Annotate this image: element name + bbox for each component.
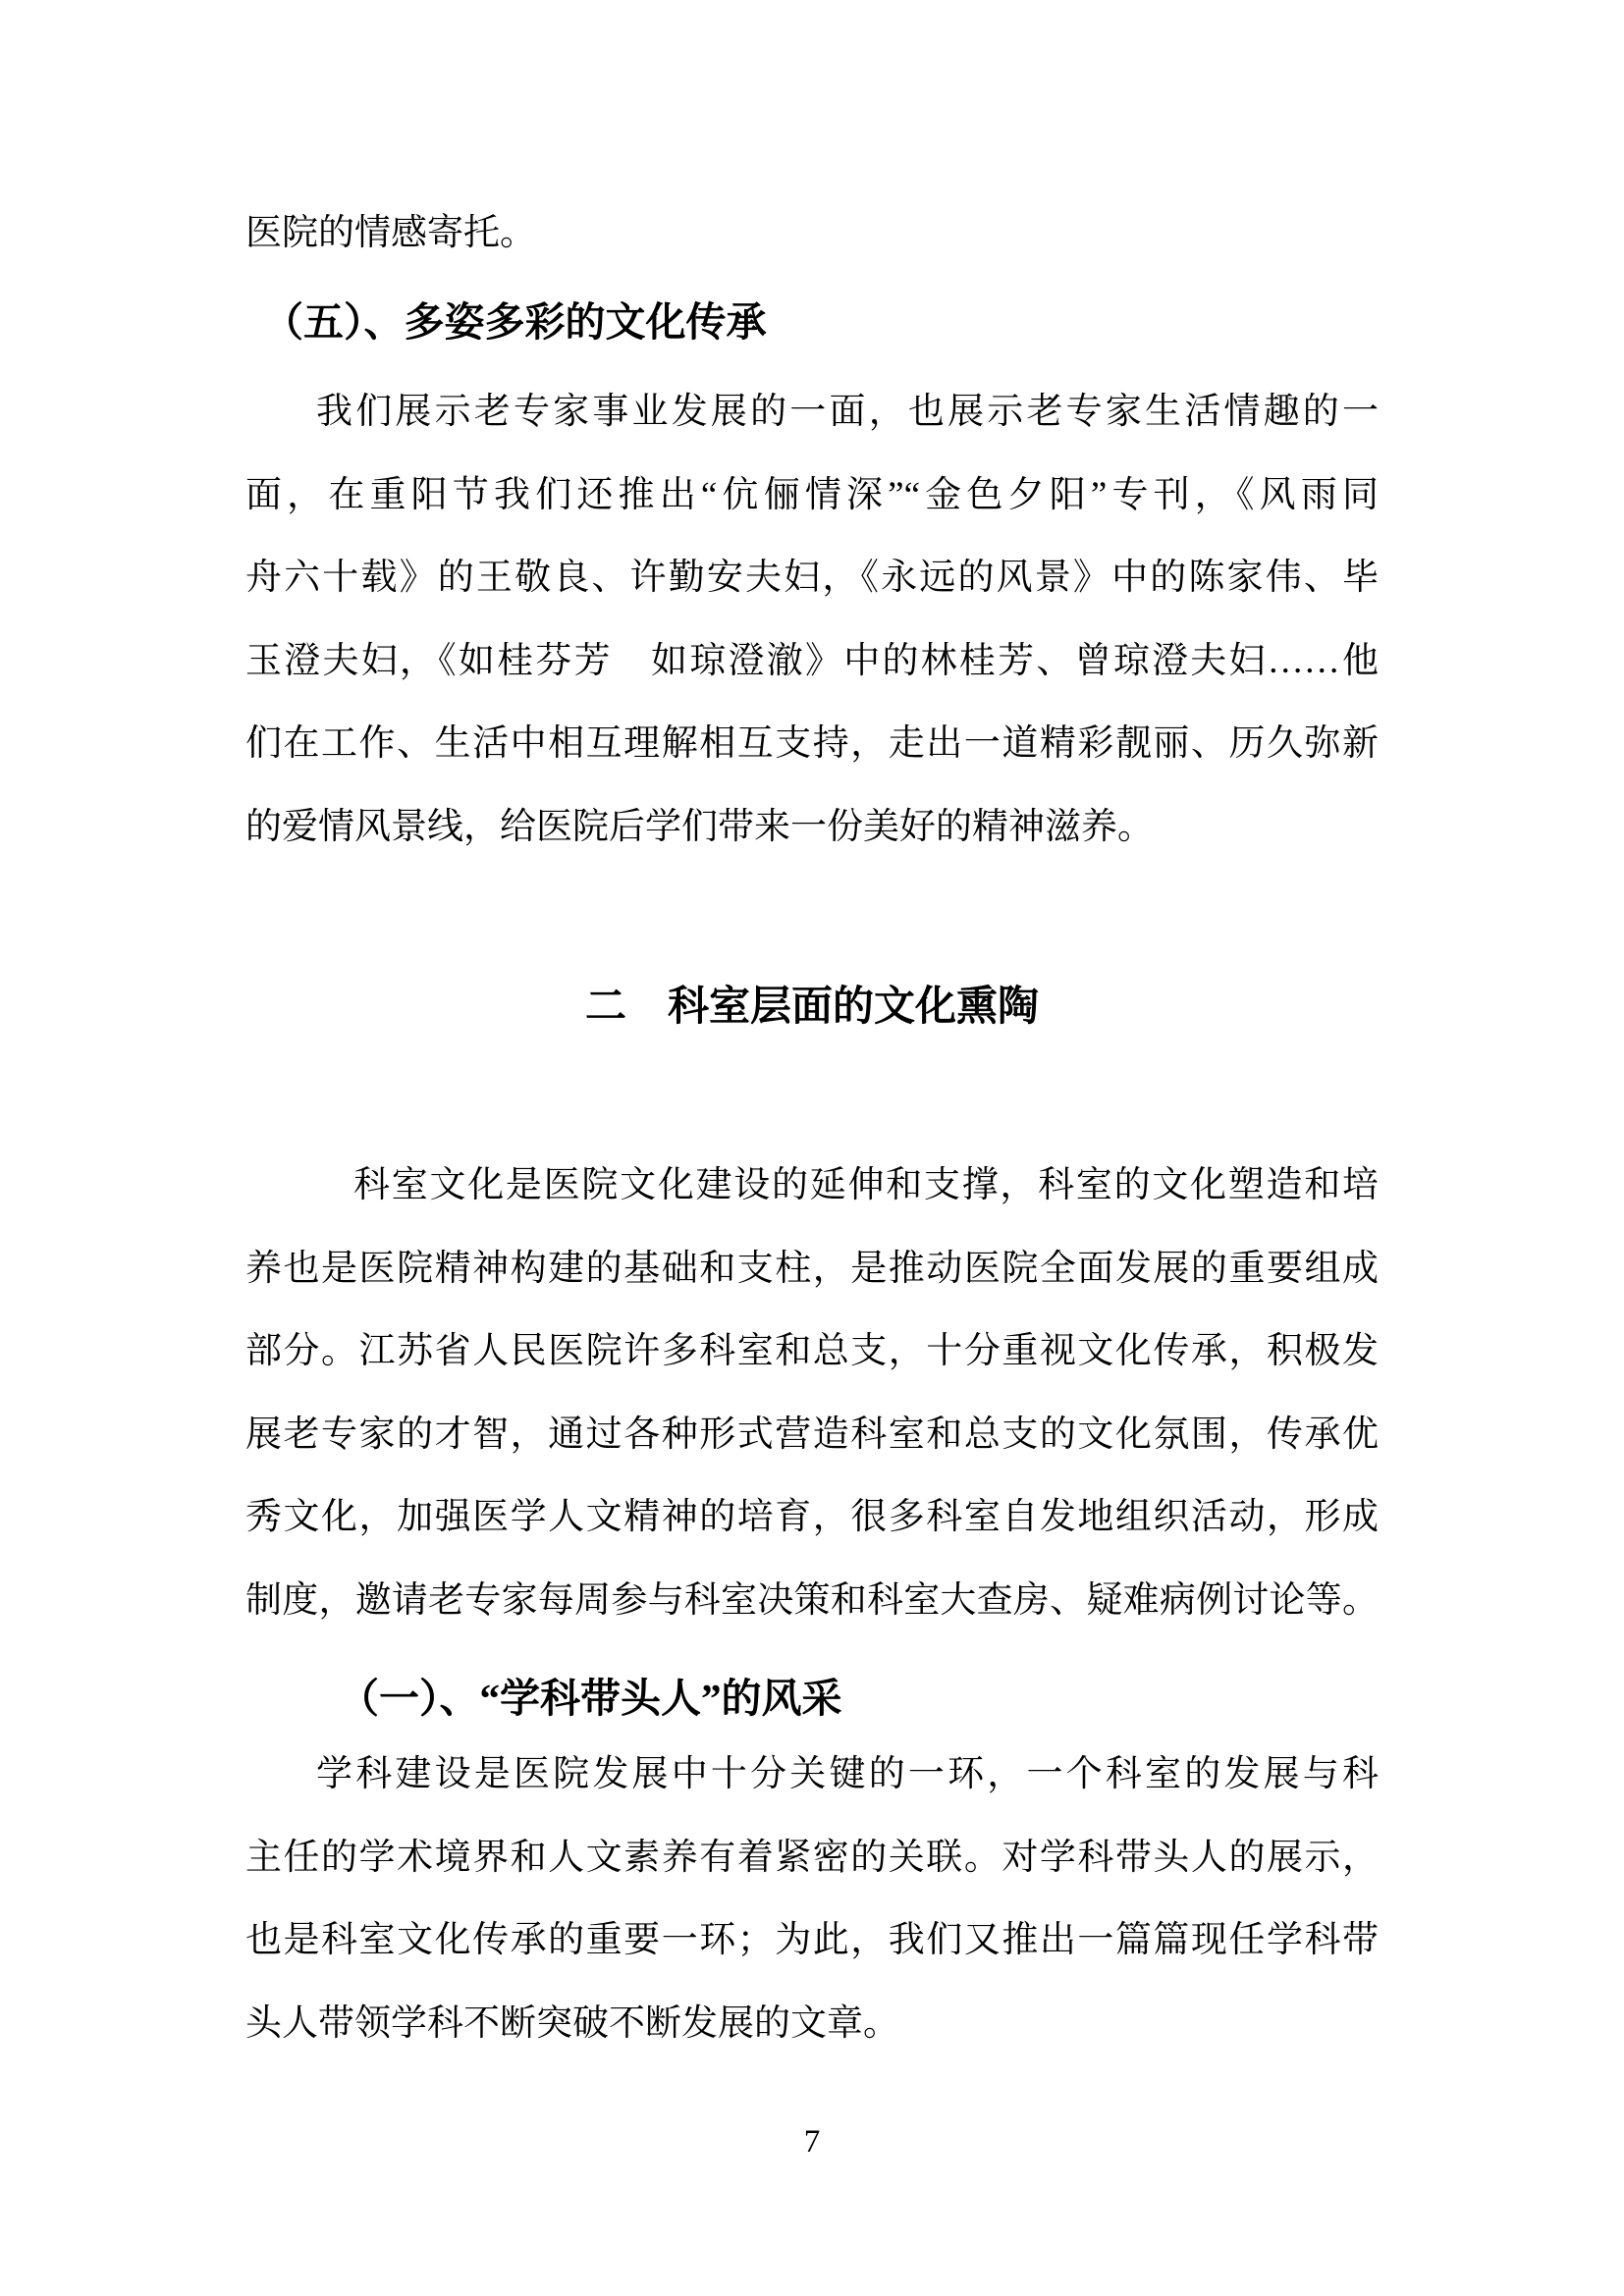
previous-paragraph-trailing-line (245, 192, 1379, 276)
section-heading: （五）、多姿多彩的文化传承 (263, 299, 767, 345)
section-heading: （一）、“学科带头人”的风采 (339, 1676, 842, 1721)
paragraph-line: 主任的学术境界和人文素养有着紧密的关联。对学科带头人的展示， (245, 1837, 1379, 1878)
paragraph-line: 制度，邀请老专家每周参与科室决策和科室大查房、疑难病例讨论等。 (245, 1579, 1379, 1621)
paragraph-line: 面，在重阳节我们还推出“伉俪情深”“金色夕阳”专刊，《风雨同 (245, 474, 1379, 515)
section1-paragraph (245, 1734, 1379, 2065)
paragraph-line: 科室文化是医院文化建设的延伸和支撑，科室的文化塑造和培 (353, 1165, 1379, 1205)
section5-heading-block (245, 281, 1379, 364)
section5-paragraph (245, 371, 1379, 869)
paragraph-line: 我们展示老专家事业发展的一面，也展示老专家生活情趣的一 (316, 392, 1379, 432)
paragraph-line: 秀文化，加强医学人文精神的培育，很多科室自发地组织活动，形成 (245, 1497, 1379, 1537)
chapter-heading: 二 科室层面的文化熏陶 (584, 985, 1039, 1030)
paragraph-line: 的爱情风景线，给医院后学们带来一份美好的精神滋养。 (245, 806, 1154, 847)
paragraph-line: 们在工作、生活中相互理解相互支持，走出一道精彩靓丽、历久弥新 (245, 723, 1379, 764)
paragraph-line: 医院的情感寄托。 (245, 213, 536, 253)
paragraph-line: 舟六十载》的王敬良、许勤安夫妇，《永远的风景》中的陈家伟、毕 (245, 558, 1379, 598)
paragraph-line: 养也是医院精神构建的基础和支柱，是推动医院全面发展的重要组成 (245, 1248, 1379, 1289)
paragraph-line: 玉澄夫妇，《如桂芬芳 如琼澄澈》中的林桂芳、曾琼澄夫妇……他 (245, 640, 1379, 681)
paragraph-line: 部分。江苏省人民医院许多科室和总支，十分重视文化传承，积极发 (245, 1331, 1379, 1371)
paragraph-line: 展老专家的才智，通过各种形式营造科室和总支的文化氛围，传承优 (245, 1414, 1379, 1455)
section1-heading-block (245, 1657, 1379, 1740)
paragraph-line: 头人带领学科不断突破不断发展的文章。 (245, 2002, 899, 2044)
paragraph-line: 学科建设是医院发展中十分关键的一环，一个科室的发展与科 (316, 1754, 1379, 1794)
chapter2-heading-block (245, 966, 1379, 1049)
paragraph-line: 也是科室文化传承的重要一环；为此，我们又推出一篇篇现任学科带 (245, 1920, 1379, 1960)
page-number: 7 (803, 2124, 821, 2160)
page-number-block (245, 2120, 1379, 2163)
chapter2-intro-paragraph (245, 1145, 1379, 1642)
